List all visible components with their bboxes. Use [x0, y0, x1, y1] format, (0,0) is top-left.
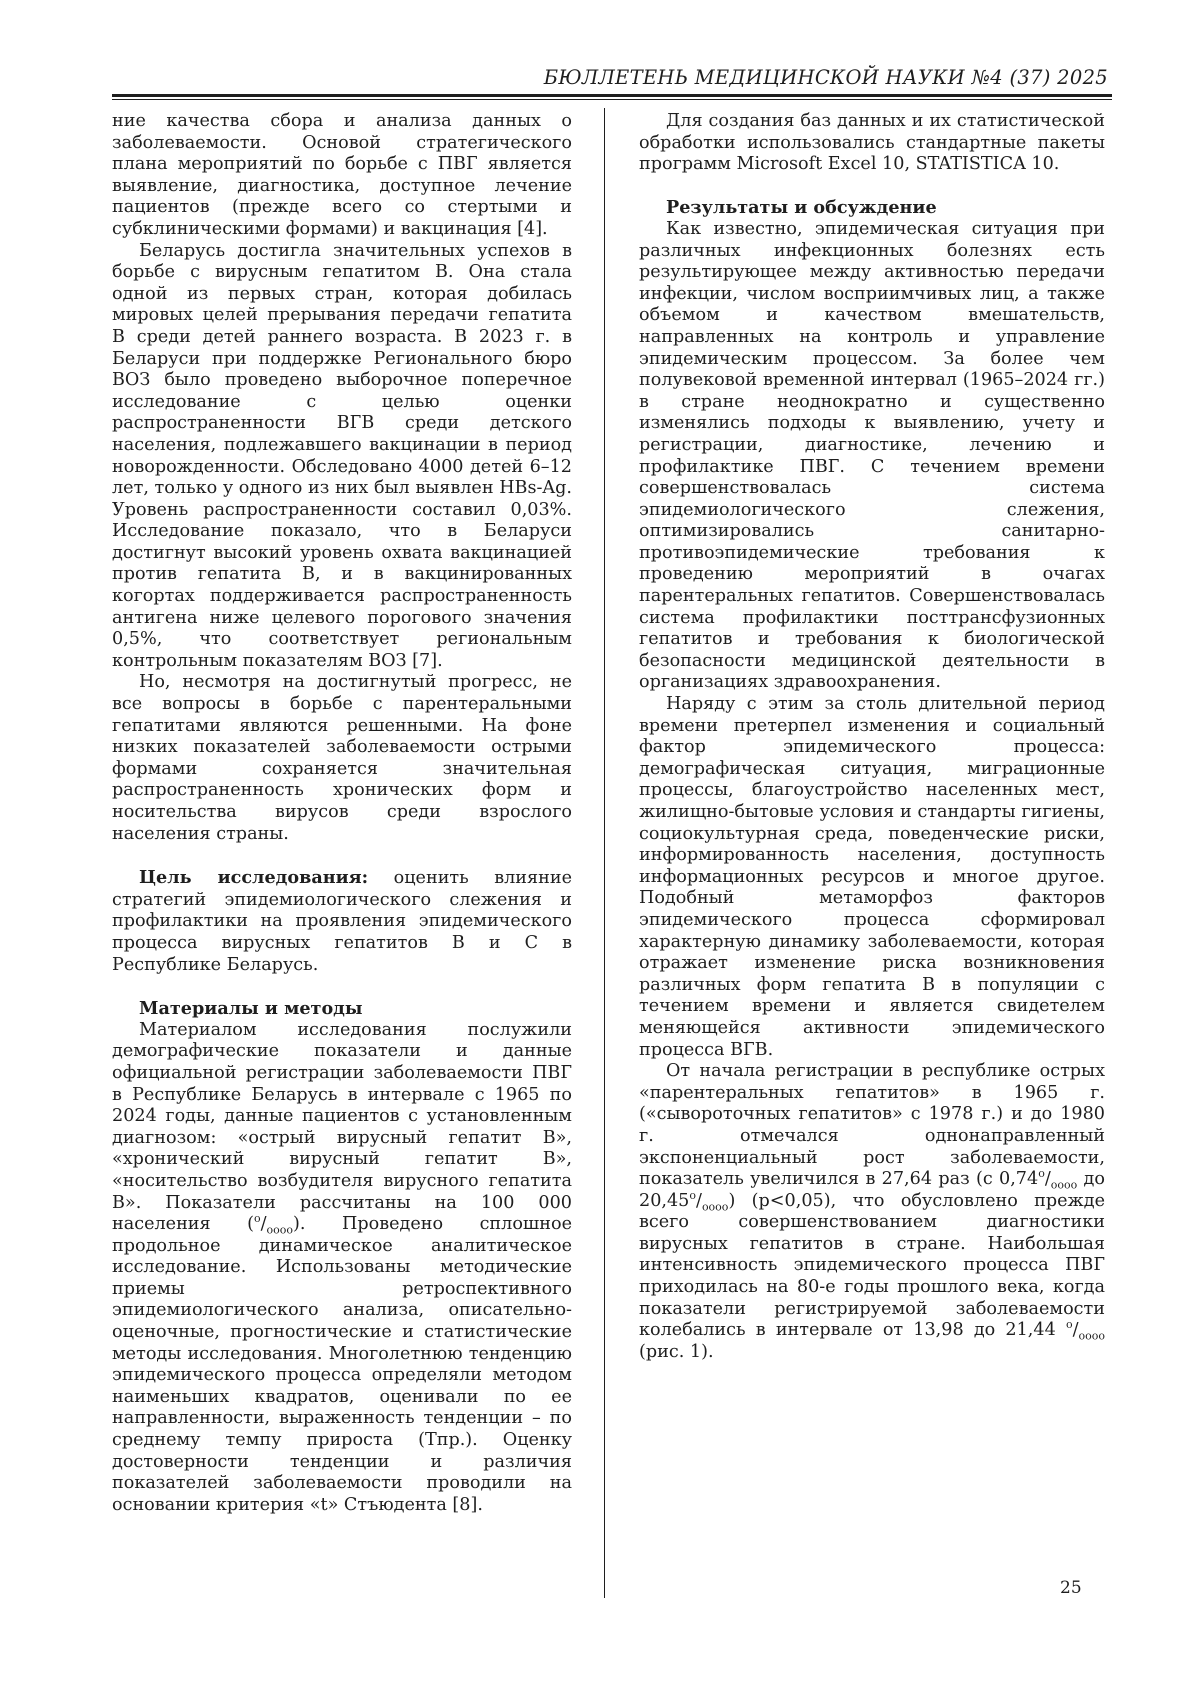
- unit-sup: о: [689, 1188, 696, 1202]
- unit-slash: /: [1044, 1169, 1051, 1190]
- header-rule-thin: [112, 99, 1112, 100]
- spacer: [639, 176, 1105, 198]
- text-run: до 20,45: [639, 1169, 1105, 1211]
- text-run: (рис. 1).: [639, 1341, 714, 1362]
- unit-sup: о: [1038, 1167, 1045, 1181]
- unit-sub: оооо: [266, 1223, 294, 1237]
- paragraph: Но, несмотря на достигнутый прогресс, не все вопросы в борьбе с парентеральными гепатитами являются решенными. На фоне низких показателей заболеваемости острыми формами сохраняется значительная распространенность хронических форм и носительства вирусов среди взрослого населения страны.: [112, 672, 572, 844]
- unit-sub: оооо: [701, 1200, 729, 1214]
- paragraph: Для создания баз данных и их статистической обработки использовались стандартные пакеты программ Microsoft Excel 10, STATISTICA 10.: [639, 111, 1105, 175]
- text-run: ) (р<0,05), что обусловлено прежде всего совершенствованием диагностики вирусных гепатитов в стране. Наибольшая интенсивность эпидемического процесса ПВГ приходилась на 80-е годы прошлого века, когда показатели регистрируемой заболеваемости колебались в интервале от 13,98 до 21,44: [639, 1190, 1105, 1341]
- methods-text-b: ). Проведено сплошное продольное динамическое аналитическое исследование. Использованы методические приемы ретроспективного эпидемиологического анализа, описательно-оценочные, прогностические и статистические методы исследования. Многолетнюю тенденцию эпидемического процесса определяли методом наименьших квадратов, оценивали по ее направленности, выраженность тенденции – по среднему темпу прироста (Тпр.). Оценку достоверности тенденции и различия показателей заболеваемости проводили на основании критерия «t» Стъюдента [8].: [112, 1214, 573, 1515]
- paragraph: Наряду с этим за столь длительной период времени претерпел изменения и социальный фактор эпидемического процесса: демографическая ситуация, миграционные процессы, благоустройство населенных мест, жилищно-бытовые условия и стандарты гигиены, социокультурная среда, поведенческие риски, информированность населения, доступность информационных ресурсов и многое другое. Подобный метаморфоз факторов эпидемического процесса сформировал характерную динамику заболеваемости, которая отражает изменение риска возникновения различных форм гепатита В в популяции с течением времени и является свидетелем меняющейся активности эпидемического процесса ВГВ.: [639, 694, 1105, 1060]
- page-number: 25: [1060, 1578, 1082, 1598]
- methods-heading: Материалы и методы: [139, 998, 363, 1020]
- header-rule-thick: [112, 94, 1112, 97]
- spacer: [112, 845, 572, 867]
- column-divider: [604, 108, 605, 1598]
- journal-title: БЮЛЛЕТЕНЬ МЕДИЦИНСКОЙ НАУКИ №4 (37) 2025: [543, 66, 1108, 89]
- unit-slash: /: [696, 1190, 702, 1211]
- methods-text-a: Материалом исследования послужили демографические показатели и данные официальной регистрации заболеваемости ПВГ в Республике Беларусь в интервале с 1965 по 2024 годы, данные пациентов с установленным диагнозом: «острый вирусный гепатит В», «хронический вирусный гепатит В», «носительство возбудителя вирусного гепатита В». Показатели рассчитаны на 100 000 населения (: [112, 1019, 572, 1235]
- unit-sup: о: [253, 1212, 261, 1226]
- methods-paragraph: [112, 1020, 572, 1517]
- unit-slash: /: [1072, 1320, 1079, 1341]
- unit-sub: оооо: [1050, 1178, 1078, 1192]
- aim-paragraph: [112, 867, 572, 976]
- paragraph: Беларусь достигла значительных успехов в борьбе с вирусным гепатитом В. Она стала одной из первых стран, которая добилась мировых целей прерывания передачи гепатита В среди детей раннего возраста. В 2023 г. в Беларуси при поддержке Регионального бюро ВОЗ было проведено выборочное поперечное исследование с целью оценки распространенности ВГВ среди детского населения, подлежавшего вакцинации в период новорожденности. Обследовано 4000 детей 6–12 лет, только у одного из них был выявлен HBs-Ag. Уровень распространенности составил 0,03%. Исследование показало, что в Беларуси достигнут высокий уровень охвата вакцинацией против гепатита В, и в вакцинированных когортах поддерживается распространенность антигена ниже целевого порогового значения 0,5%, что соответствует региональным контрольным показателям ВОЗ [7].: [112, 240, 572, 671]
- aim-label: Цель исследования:: [139, 867, 369, 889]
- unit-slash: /: [260, 1214, 267, 1235]
- unit-sub: оооо: [1078, 1329, 1105, 1343]
- paragraph: Как известно, эпидемическая ситуация при различных инфекционных болезнях есть результирующее между активностью передачи инфекции, числом восприимчивых лиц, а также объемом и качеством вмешательств, направленных на контроль и управление эпидемическим процессом. За более чем полувековой временной интервал (1965–2024 гг.) в стране неоднократно и существенно изменялись подходы к выявлению, учету и регистрации, диагностике, лечению и профилактике ПВГ. С течением времени совершенствовалась система эпидемиологического слежения, оптимизировались санитарно-противоэпидемические требования к проведению мероприятий в очагах парентеральных гепатитов. Совершенствовалась система профилактики посттрансфузионных гепатитов и требования к биологической безопасности медицинской деятельности в организациях здравоохранения.: [639, 218, 1105, 693]
- results-heading: Результаты и обсуждение: [666, 197, 937, 219]
- paragraph: ние качества сбора и анализа данных о заболеваемости. Основой стратегического плана мероприятий по борьбе с ПВГ является выявление, диагностика, доступное лечение пациентов (прежде всего со стертыми и субклиническими формами) и вакцинация [4].: [112, 111, 572, 239]
- right-column: [639, 111, 1105, 1363]
- left-column: [112, 111, 572, 1516]
- aim-text: оценить влияние стратегий эпидемиологического слежения и профилактики на проявления эпидемического процесса вирусных гепатитов В и С в Республике Беларусь.: [112, 868, 572, 975]
- unit-sup: о: [1065, 1318, 1073, 1332]
- paragraph: [639, 1061, 1105, 1363]
- text-run: От начала регистрации в республике острых «парентеральных гепатитов» в 1965 г. («сывороточных гепатитов» с 1978 г.) и до 1980 г. отмечался однонаправленный экспоненциальный рост заболеваемости, показатель увеличился в 27,64 раз (с 0,74: [639, 1061, 1105, 1190]
- journal-header: [112, 66, 1112, 100]
- spacer: [112, 976, 572, 998]
